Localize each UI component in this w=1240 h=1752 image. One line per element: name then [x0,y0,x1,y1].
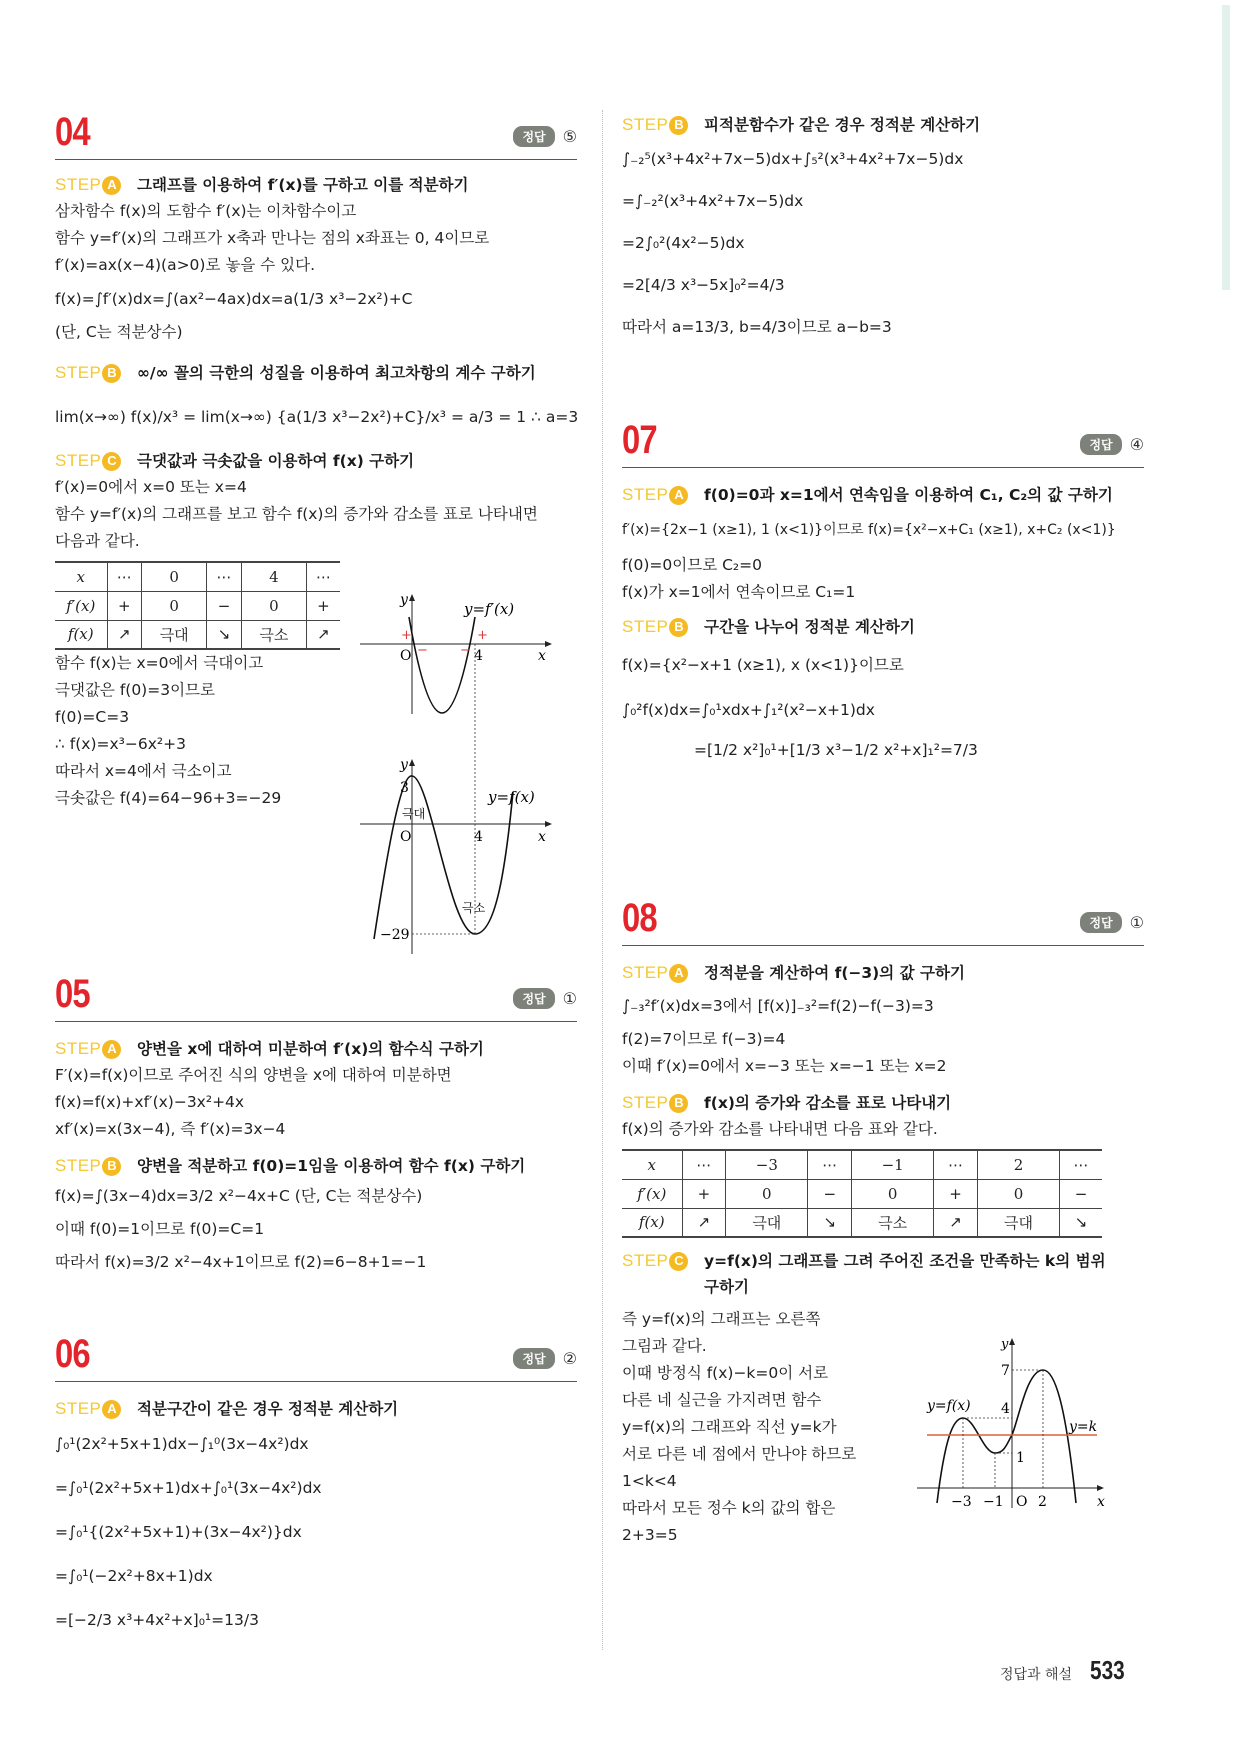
solution-line: 따라서 f(x)=3/2 x²−4x+1이므로 f(2)=6−8+1=−1 [55,1253,427,1271]
solution-line: lim(x→∞) f(x)/x³ = lim(x→∞) {a(1/3 x³−2x²)+C}/x³ = a/3 = 1 ∴ a=3 [55,408,579,426]
step-b-heading [622,112,1144,138]
answer-value: ① [1129,913,1144,932]
problem-06-continued [622,112,1144,348]
solution-line: f′(x)=0에서 x=0 또는 x=4 [55,478,247,496]
problem-header [55,966,577,1022]
step-word: STEP [622,1093,669,1112]
svg-text:극대: 극대 [402,807,426,821]
solution-line: 이때 f(0)=1이므로 f(0)=C=1 [55,1220,265,1238]
step-a-heading [622,482,1144,508]
solution-line: ∫₋₂⁵(x³+4x²+7x−5)dx+∫₅²(x³+4x²+7x−5)dx [622,150,964,168]
solution-line: f(x)의 증가와 감소를 나타내면 다음 표와 같다. [622,1120,938,1138]
svg-text:y=k: y=k [1069,1419,1098,1435]
svg-text:4: 4 [474,829,483,845]
solution-line: 1<k<4 [622,1472,677,1490]
step-word: STEP [55,175,102,194]
answer-badge: 정답 [1080,434,1121,455]
answer-indicator [1080,434,1144,455]
step-title: f(0)=0과 x=1에서 연속임을 이용하여 C₁, C₂의 값 구하기 [704,486,1113,504]
step-word: STEP [622,115,669,134]
svg-text:y=f(x): y=f(x) [488,788,535,806]
step-word: STEP [55,1039,102,1058]
table-row: f′(x) + 0 − 0 + 0 − [622,1179,1102,1208]
step-letter-badge: B [102,1157,121,1176]
step-b-heading [55,360,577,386]
svg-text:4: 4 [474,648,483,664]
step-title-block [704,1248,1106,1300]
solution-line: f(0)=C=3 [55,708,130,726]
solution-line: (단, C는 적분상수) [55,323,183,341]
svg-text:3: 3 [400,780,409,796]
step-tag [55,172,137,198]
step-tag [622,1090,704,1116]
solution-line: f(2)=7이므로 f(−3)=4 [622,1030,786,1048]
svg-text:−3: −3 [951,1494,972,1510]
solution-line: f′(x)=ax(x−4)(a>0)로 놓을 수 있다. [55,256,316,274]
step-word: STEP [622,485,669,504]
svg-text:x: x [538,648,546,664]
solution-line: 이때 방정식 f(x)−k=0이 서로 [622,1364,829,1382]
step-title: 양변을 x에 대하여 미분하여 f′(x)의 함수식 구하기 [137,1040,484,1058]
answer-value: ④ [1129,435,1144,454]
answer-badge: 정답 [513,1348,554,1369]
column-divider [602,110,603,1650]
solution-line: =∫₀¹(−2x²+8x+1)dx [55,1567,213,1585]
solution-line: xf′(x)=x(3x−4), 즉 f′(x)=3x−4 [55,1120,286,1138]
solution-line: =2∫₀²(4x²−5)dx [622,234,745,252]
step-title: 구간을 나누어 정적분 계산하기 [704,618,915,636]
solution-line: =∫₋₂²(x³+4x²+7x−5)dx [622,192,804,210]
problem-number: 06 [55,1332,90,1376]
problem-08 [622,890,1144,1549]
solution-line: 다른 네 실근을 가지려면 함수 [622,1391,822,1409]
solution-line: ∴ f(x)=x³−6x²+3 [55,735,186,753]
step-title: 정적분을 계산하여 f(−3)의 값 구하기 [704,964,965,982]
problem-header [55,104,577,160]
step-a-heading [55,1396,577,1422]
step-word: STEP [622,963,669,982]
svg-text:x: x [1097,1494,1105,1510]
step-letter-badge: B [669,618,688,637]
step-title: 양변을 적분하고 f(0)=1임을 이용하여 함수 f(x) 구하기 [137,1157,526,1175]
table-row: f(x) ↗ 극대 ↘ 극소 ↗ 극대 ↘ [622,1208,1102,1237]
solution-line: 함수 f(x)는 x=0에서 극대이고 [55,654,264,672]
svg-text:y: y [400,594,408,608]
solution-line: =[1/2 x²]₀¹+[1/3 x³−1/2 x²+x]₁²=7/3 [694,741,978,759]
answer-value: ① [562,989,577,1008]
solution-line: ∫₀²f(x)dx=∫₀¹xdx+∫₁²(x²−x+1)dx [622,701,875,719]
table-row: x ⋯ −3 ⋯ −1 ⋯ 2 ⋯ [622,1150,1102,1179]
svg-text:−1: −1 [983,1494,1004,1510]
solution-line: f(0)=0이므로 C₂=0 [622,556,762,574]
problem-07 [622,412,1144,770]
step-tag [55,1153,137,1179]
solution-line: 다음과 같다. [55,532,140,550]
step-letter-badge: B [669,1094,688,1113]
step-word: STEP [622,617,669,636]
derivative-and-function-graphs [360,594,570,954]
step-tag [622,960,704,986]
problem-header [622,412,1144,468]
variation-table [622,1149,1102,1238]
solution-line: 따라서 a=13/3, b=4/3이므로 a−b=3 [622,318,892,336]
step-letter-badge: B [102,364,121,383]
step-letter-badge: A [102,1400,121,1419]
svg-text:x: x [538,829,546,845]
svg-text:−29: −29 [380,927,410,943]
svg-text:극소: 극소 [462,901,486,915]
step-letter-badge: A [102,1040,121,1059]
answer-indicator [1080,912,1144,933]
answer-badge: 정답 [1080,912,1121,933]
solution-line: ∫₀¹(2x²+5x+1)dx−∫₁⁰(3x−4x²)dx [55,1435,309,1453]
step-title: 그래프를 이용하여 f′(x)를 구하고 이를 적분하기 [137,176,469,194]
step-title: y=f(x)의 그래프를 그려 주어진 조건을 만족하는 k의 범위 [704,1252,1106,1270]
table-row: x ⋯ 0 ⋯ 4 ⋯ [55,562,340,591]
step-a-heading [622,960,1144,986]
solution-line: =∫₀¹(2x²+5x+1)dx+∫₀¹(3x−4x²)dx [55,1479,322,1497]
step-title-cont: 구하기 [704,1278,749,1296]
answer-indicator [513,988,577,1009]
problem-number: 05 [55,972,90,1016]
page-footer [1000,1655,1133,1686]
svg-text:+: + [477,628,488,643]
step-tag [55,1396,137,1422]
solution-line: f(x)={x²−x+1 (x≥1), x (x<1)}이므로 [622,656,904,674]
solution-line: 따라서 모든 정수 k의 값의 합은 [622,1499,836,1517]
solution-line: 극댓값은 f(0)=3이므로 [55,681,215,699]
step-tag [622,1248,704,1274]
svg-text:1: 1 [1016,1450,1025,1466]
solution-line: f(x)가 x=1에서 연속이므로 C₁=1 [622,583,856,601]
problem-06 [55,1326,577,1642]
step-b-heading [55,1153,577,1179]
svg-text:7: 7 [1001,1363,1010,1379]
step-tag [622,614,704,640]
step-letter-badge: C [669,1252,688,1271]
svg-text:O: O [1016,1494,1028,1510]
table-row: f′(x) + 0 − 0 + [55,591,340,620]
solution-line: =2[4/3 x³−5x]₀²=4/3 [622,276,785,294]
problem-number: 04 [55,110,90,154]
step-letter-badge: B [669,116,688,135]
svg-text:y: y [1001,1338,1009,1352]
svg-text:O: O [400,648,412,664]
footer-label: 정답과 해설 [1000,1667,1073,1683]
solution-line: 서로 다른 네 점에서 만나야 하므로 [622,1445,857,1463]
problem-number: 07 [622,418,657,462]
solution-line: 따라서 x=4에서 극소이고 [55,762,232,780]
solution-line: 즉 y=f(x)의 그래프는 오른쪽 [622,1310,821,1328]
svg-text:y: y [400,757,408,773]
step-title: 적분구간이 같은 경우 정적분 계산하기 [137,1400,399,1418]
step-tag [622,482,704,508]
step-a-heading [55,172,577,198]
answer-indicator [513,1348,577,1369]
solution-line: f′(x)={2x−1 (x≥1), 1 (x<1)}이므로 f(x)={x²−x+C₁ (x≥1), x+C₂ (x<1)} [622,522,1116,538]
solution-line: 극솟값은 f(4)=64−96+3=−29 [55,789,282,807]
problem-04 [55,104,579,943]
answer-value: ⑤ [562,127,577,146]
svg-text:−: − [417,643,428,658]
function-graph-with-k-line [917,1338,1127,1513]
step-tag [55,1036,137,1062]
svg-text:2: 2 [1038,1494,1047,1510]
step-word: STEP [55,451,102,470]
answer-value: ② [562,1349,577,1368]
solution-line: F′(x)=f(x)이므로 주어진 식의 양변을 x에 대하여 미분하면 [55,1066,452,1084]
answer-indicator [513,126,577,147]
problem-number: 08 [622,896,657,940]
step-letter-badge: A [669,964,688,983]
page-number: 533 [1090,1655,1125,1685]
step-letter-badge: C [102,452,121,471]
step-word: STEP [55,1156,102,1175]
step-b-heading [622,614,1144,640]
answer-badge: 정답 [513,126,554,147]
table-row: f(x) ↗ 극대 ↘ 극소 ↗ [55,620,340,649]
step-letter-badge: A [669,486,688,505]
step-tag [55,360,137,386]
step-title: 피적분함수가 같은 경우 정적분 계산하기 [704,116,981,134]
step-title: ∞/∞ 꼴의 극한의 성질을 이용하여 최고차항의 계수 구하기 [137,364,536,382]
svg-text:y=f(x): y=f(x) [927,1398,971,1414]
problem-05 [55,966,577,1279]
variation-table [55,561,340,650]
solution-line: f(x)=∫f′(x)dx=∫(ax²−4ax)dx=a(1/3 x³−2x²)+C [55,290,413,308]
step-a-heading [55,1036,577,1062]
solution-line: 그림과 같다. [622,1337,707,1355]
step-b-heading [622,1090,1144,1116]
solution-line: 2+3=5 [622,1526,678,1544]
step-title: f(x)의 증가와 감소를 표로 나타내기 [704,1094,952,1112]
step-word: STEP [622,1251,669,1270]
answer-badge: 정답 [513,988,554,1009]
step-c-heading [55,448,577,474]
step-title: 극댓값과 극솟값을 이용하여 f(x) 구하기 [137,452,415,470]
svg-text:−: − [460,643,471,658]
problem-header [622,890,1144,946]
solution-line: f(x)=f(x)+xf′(x)−3x²+4x [55,1093,245,1111]
solution-line: ∫₋₃²f′(x)dx=3에서 [f(x)]₋₃²=f(2)−f(−3)=3 [622,997,934,1015]
svg-text:4: 4 [1001,1401,1010,1417]
step-word: STEP [55,1399,102,1418]
svg-text:O: O [400,829,412,845]
problem-header [55,1326,577,1382]
solution-line: 함수 y=f′(x)의 그래프를 보고 함수 f(x)의 증가와 감소를 표로 나타내면 [55,505,538,523]
solution-line: =[−2/3 x³+4x²+x]₀¹=13/3 [55,1611,259,1629]
solution-line: 함수 y=f′(x)의 그래프가 x축과 만나는 점의 x좌표는 0, 4이므로 [55,229,490,247]
step-c-heading [622,1248,1144,1300]
solution-line: =∫₀¹{(2x²+5x+1)+(3x−4x²)}dx [55,1523,302,1541]
svg-text:y=f′(x): y=f′(x) [464,600,515,618]
step-word: STEP [55,363,102,382]
solution-line: f(x)=∫(3x−4)dx=3/2 x²−4x+C (단, C는 적분상수) [55,1187,423,1205]
step-letter-badge: A [102,176,121,195]
svg-text:+: + [401,628,412,643]
page-side-tab [1222,5,1230,290]
solution-line: y=f(x)의 그래프와 직선 y=k가 [622,1418,837,1436]
solution-line: 삼차함수 f(x)의 도함수 f′(x)는 이차함수이고 [55,202,357,220]
step-tag [622,112,704,138]
solution-line: 이때 f′(x)=0에서 x=−3 또는 x=−1 또는 x=2 [622,1057,947,1075]
step-tag [55,448,137,474]
